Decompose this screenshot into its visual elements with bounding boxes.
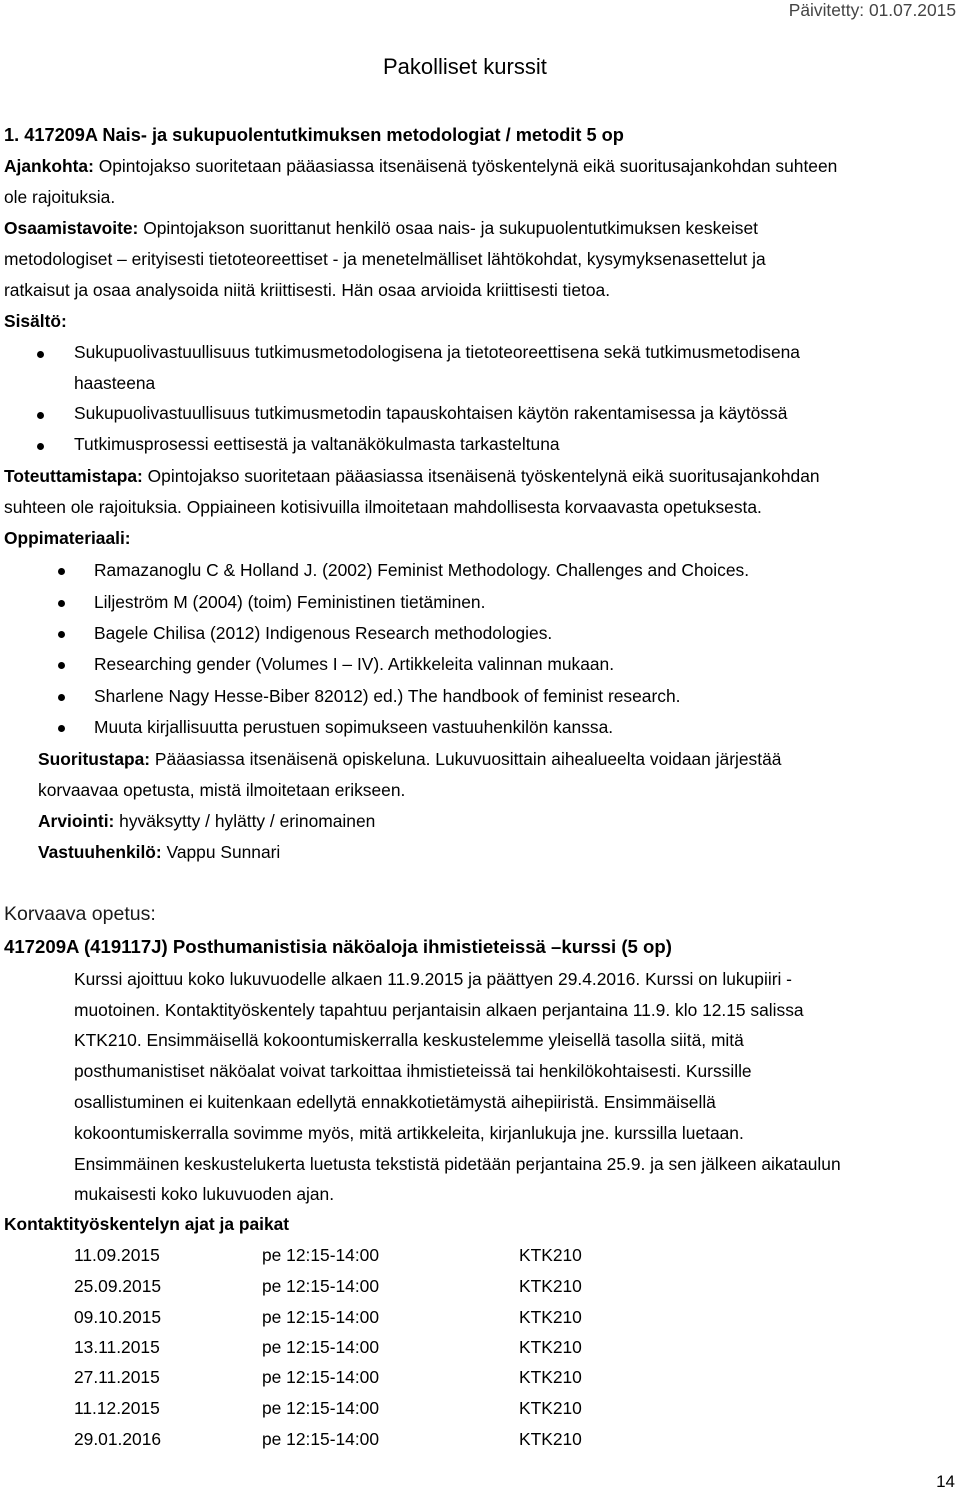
schedule-time: pe 12:15-14:00 [262, 1245, 380, 1265]
toteutus-line-1 [4, 466, 820, 487]
schedule-date: 27.11.2015 [74, 1367, 160, 1387]
schedule-date: 13.11.2015 [74, 1337, 160, 1357]
schedule-time: pe 12:15-14:00 [262, 1276, 380, 1296]
schedule-room: KTK210 [519, 1276, 582, 1296]
arviointi-line [38, 811, 375, 832]
korvaava-text-line: mukaisesti koko lukuvuoden ajan. [74, 1184, 335, 1204]
schedule-date: 29.01.2016 [74, 1429, 162, 1449]
bullet-icon [37, 412, 44, 419]
korvaava-text-line: posthumanistiset näköalat voivat tarkoittaa ihmistieteissä tai henkilökohtaisesti. Kurssille [74, 1061, 752, 1081]
page-number: 14 [936, 1472, 955, 1491]
korvaava-text-line: Kurssi ajoittuu koko lukuvuodelle alkaen 11.9.2015 ja päättyen 29.4.2016. Kurssi on lukupiiri - [74, 969, 792, 989]
bullet-icon [58, 694, 65, 701]
sisalto-label: Sisältö: [4, 311, 67, 331]
schedule-heading: Kontaktityöskentelyn ajat ja paikat [4, 1214, 290, 1234]
korvaava-text-line: muotoinen. Kontaktityöskentely tapahtuu perjantaisin alkaen perjantaina 11.9. klo 12.15 salissa [74, 1000, 804, 1020]
bullet-icon [37, 351, 44, 358]
schedule-date: 09.10.2015 [74, 1307, 162, 1327]
materiaali-label: Oppimateriaali: [4, 528, 131, 548]
bullet-icon [58, 725, 65, 732]
suoritus-text-1: Pääasiassa itsenäisenä opiskeluna. Lukuvuosittain aihealueelta voidaan järjestää [150, 749, 782, 769]
ajankohta-line-1 [4, 156, 837, 177]
schedule-room: KTK210 [519, 1307, 582, 1327]
suoritus-line-2: korvaavaa opetusta, mistä ilmoitetaan erikseen. [38, 780, 406, 800]
vastuu-line [38, 842, 280, 863]
materiaali-item: Researching gender (Volumes I – IV). Artikkeleita valinnan mukaan. [94, 654, 615, 674]
korvaava-course-title: 417209A (419117J) Posthumanistisia näköaloja ihmistieteissä –kurssi (5 op) [4, 936, 672, 957]
bullet-icon [58, 600, 65, 607]
sisalto-item-3: Tutkimusprosessi eettisestä ja valtanäkökulmasta tarkasteltuna [74, 434, 560, 454]
korvaava-text-line: Ensimmäinen keskustelukerta luetusta tekstistä pidetään perjantaina 25.9. ja sen jälkeen aikataulun [74, 1154, 841, 1174]
vastuu-label: Vastuuhenkilö: [38, 842, 162, 862]
toteutus-line-2: suhteen ole rajoituksia. Oppiaineen kotisivuilla ilmoitetaan mahdollisesta korvaavasta opetuksesta. [4, 497, 762, 517]
vastuu-value: Vappu Sunnari [161, 842, 281, 862]
bullet-icon [58, 631, 65, 638]
arviointi-value: hyväksytty / hylätty / erinomainen [114, 811, 376, 831]
schedule-room: KTK210 [519, 1245, 582, 1265]
osaamis-line-1 [4, 218, 758, 239]
osaamis-line-2: metodologiset – erityisesti tietoteoreettiset - ja menetelmälliset lähtökohdat, kysymyksenasettelut ja [4, 249, 766, 269]
materiaali-item: Bagele Chilisa (2012) Indigenous Research methodologies. [94, 623, 553, 643]
korvaava-heading: Korvaava opetus: [4, 903, 156, 925]
osaamis-text-1: Opintojakson suorittanut henkilö osaa nais- ja sukupuolentutkimuksen keskeiset [138, 218, 759, 238]
suoritus-label: Suoritustapa: [38, 749, 151, 769]
suoritus-line-1 [38, 749, 781, 770]
bullet-icon [58, 568, 65, 575]
ajankohta-text-1: Opintojakso suoritetaan pääasiassa itsenäisenä työskentelynä eikä suoritusajankohdan suhteen [93, 156, 838, 176]
toteutus-text-1: Opintojakso suoritetaan pääasiassa itsenäisenä työskentelynä eikä suoritusajankohdan [142, 466, 820, 486]
schedule-date: 11.09.2015 [74, 1245, 160, 1265]
sisalto-item-1-cont: haasteena [74, 373, 156, 393]
schedule-room: KTK210 [519, 1398, 582, 1418]
osaamis-line-3: ratkaisut ja osaa analysoida niitä kriittisesti. Hän osaa arvioida kriittisesti tietoa. [4, 280, 611, 300]
korvaava-text-line: KTK210. Ensimmäisellä kokoontumiskerralla keskustelemme yleisellä tasolla siitä, mitä [74, 1030, 744, 1050]
korvaava-text-line: osallistuminen ei kuitenkaan edellytä ennakkotietämystä aihepiiristä. Ensimmäisellä [74, 1092, 716, 1112]
schedule-time: pe 12:15-14:00 [262, 1337, 380, 1357]
schedule-time: pe 12:15-14:00 [262, 1398, 380, 1418]
schedule-room: KTK210 [519, 1429, 582, 1449]
page-title: Pakolliset kurssit [383, 54, 547, 79]
schedule-room: KTK210 [519, 1337, 582, 1357]
schedule-room: KTK210 [519, 1367, 582, 1387]
arviointi-label: Arviointi: [38, 811, 115, 831]
osaamis-label: Osaamistavoite: [4, 218, 139, 238]
toteutus-label: Toteuttamistapa: [4, 466, 143, 486]
course-heading: 1. 417209A Nais- ja sukupuolentutkimuksen metodologiat / metodit 5 op [4, 125, 624, 145]
bullet-icon [37, 443, 44, 450]
schedule-time: pe 12:15-14:00 [262, 1307, 380, 1327]
materiaali-item: Ramazanoglu C & Holland J. (2002) Feminist Methodology. Challenges and Choices. [94, 560, 750, 580]
ajankohta-line-2: ole rajoituksia. [4, 187, 116, 207]
updated-date: Päivitetty: 01.07.2015 [788, 0, 956, 20]
sisalto-item-2: Sukupuolivastuullisuus tutkimusmetodin tapauskohtaisen käytön rakentamisessa ja käytössä [74, 403, 788, 423]
materiaali-item: Muuta kirjallisuutta perustuen sopimukseen vastuuhenkilön kanssa. [94, 717, 614, 737]
schedule-time: pe 12:15-14:00 [262, 1367, 380, 1387]
materiaali-item: Liljeström M (2004) (toim) Feministinen tietäminen. [94, 592, 486, 612]
korvaava-text-line: kokoontumiskerralla sovimme myös, mitä artikkeleita, kirjanlukuja jne. kurssilla luetaan. [74, 1123, 744, 1143]
bullet-icon [58, 662, 65, 669]
schedule-date: 25.09.2015 [74, 1276, 162, 1296]
schedule-time: pe 12:15-14:00 [262, 1429, 380, 1449]
materiaali-item: Sharlene Nagy Hesse-Biber 82012) ed.) The handbook of feminist research. [94, 686, 681, 706]
schedule-date: 11.12.2015 [74, 1398, 160, 1418]
sisalto-item-1: Sukupuolivastuullisuus tutkimusmetodologisena ja tietoteoreettisena sekä tutkimusmetodisena [74, 342, 800, 362]
ajankohta-label: Ajankohta: [4, 156, 94, 176]
